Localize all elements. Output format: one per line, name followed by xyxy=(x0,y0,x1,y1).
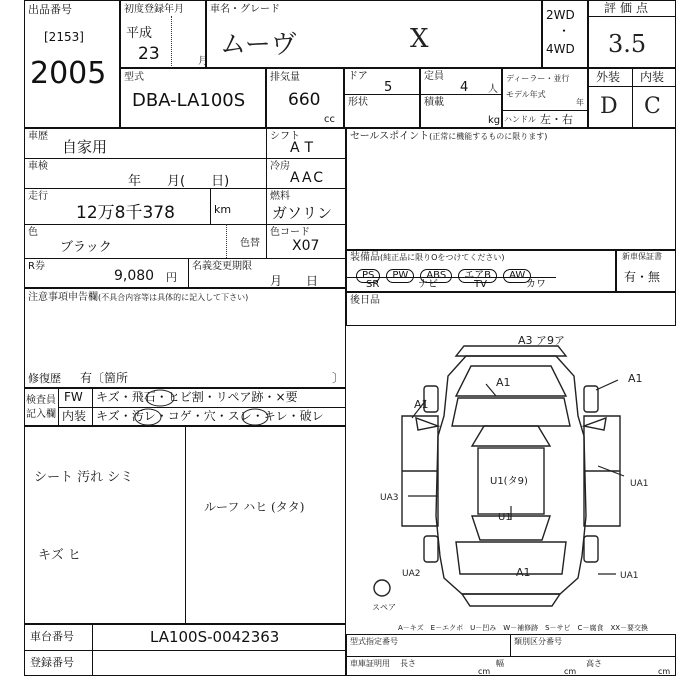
equipment-row1 xyxy=(356,263,537,283)
type-cert-label: 型式指定番号 xyxy=(350,637,398,646)
color-code-vline xyxy=(266,224,267,258)
shape-label: 形状 xyxy=(348,97,368,108)
shift-value: AT xyxy=(290,140,320,156)
mileage-label: 走行 xyxy=(28,191,48,202)
car-name: ムーヴ xyxy=(220,30,297,60)
ac-label: 冷房 xyxy=(270,161,290,172)
kg-unit: kg xyxy=(488,115,501,126)
ext-int-vdivider xyxy=(632,68,633,128)
wheel-rr xyxy=(584,536,598,562)
inspector-label-bottom: 記入欄 xyxy=(26,409,56,420)
fuel-value: ガソリン xyxy=(272,204,333,222)
inspection-label: 車検 xyxy=(28,161,48,172)
recycle-label: R券 xyxy=(28,261,45,272)
equipment-title: 装備品 xyxy=(350,252,380,263)
equip-abs[interactable]: ABS xyxy=(420,269,452,283)
history-value: 自家用 xyxy=(62,138,108,156)
notes-title: 注意事項申告欄 xyxy=(28,292,98,303)
capacity-label: 定員 xyxy=(424,71,444,82)
history-label: 車歴 xyxy=(28,131,48,142)
color-code-label: 色コード xyxy=(270,227,310,238)
mark-a1-front: A1 xyxy=(496,376,511,389)
interior-grade: C xyxy=(644,94,661,119)
sales-points-block xyxy=(346,128,676,250)
repair-label: 修復歴 xyxy=(28,372,61,385)
lot-number: [2153] xyxy=(44,30,84,44)
reg-divider xyxy=(171,16,172,68)
inspector-vline2 xyxy=(92,388,93,426)
door-divider xyxy=(344,94,420,95)
model-year-label: モデル年式 xyxy=(506,90,546,99)
equipment-label xyxy=(350,252,505,263)
windshield xyxy=(472,426,550,446)
notes-sub: (不具合内容等は具体的に記入して下さい) xyxy=(98,293,249,302)
sales-points-title: セールスポイント xyxy=(350,131,430,142)
rear-hatch xyxy=(456,542,566,574)
chassis-value: LA100S-0042363 xyxy=(150,628,280,646)
mark-spare: スペア xyxy=(372,603,396,612)
equip-aw[interactable]: AW xyxy=(503,269,531,283)
repair-value: 有〔箇所 xyxy=(80,371,129,385)
displacement-label: 排気量 xyxy=(270,72,300,83)
equip-sr[interactable]: SR xyxy=(366,279,380,290)
color-dotline xyxy=(226,224,227,258)
month-unit: 月 xyxy=(198,56,208,67)
repair-close: 〕 xyxy=(332,371,345,385)
mark-ua1-right: UA1 xyxy=(630,479,649,489)
cc-unit: cc xyxy=(324,114,335,125)
footer-vline xyxy=(92,624,93,676)
equip-navi[interactable]: ナビ xyxy=(418,279,438,290)
int-items: キズ・汚レ・コゲ・穴・スレ・キレ・破レ xyxy=(96,409,324,423)
dealer-label: ディーラー・並行 xyxy=(506,74,570,83)
person-unit: 人 xyxy=(488,84,498,95)
shift-vline xyxy=(266,128,267,224)
wheel-rl xyxy=(424,536,438,562)
ac-value: AAC xyxy=(290,170,326,186)
hline-1 xyxy=(24,158,346,159)
mark-a3: A3 ア9ア xyxy=(518,334,566,347)
reg-label: 登録番号 xyxy=(30,656,74,669)
handle-divider xyxy=(502,110,588,111)
footer-hline xyxy=(24,650,346,651)
capacity: 4 xyxy=(460,80,469,95)
equip-ps[interactable]: PS xyxy=(356,269,380,283)
cm-2: cm xyxy=(564,667,577,676)
cert-label: 車庫証明用 xyxy=(350,659,390,668)
expiry-label: 名義変更期限 xyxy=(192,261,252,272)
handle-label: ハンドル xyxy=(504,115,536,124)
drive-dot: ・ xyxy=(558,24,571,38)
era: 平成 xyxy=(126,26,153,41)
lot-label: 出品番号 xyxy=(28,3,72,16)
mark-a1-left: A1 xyxy=(414,398,429,411)
inspector-label-top: 検査員 xyxy=(26,395,56,406)
notes-block xyxy=(24,288,346,388)
color-change-label: 色替 xyxy=(240,238,260,249)
int-label: 内装 xyxy=(62,409,87,423)
color-code: X07 xyxy=(292,238,320,254)
model-code-label: 型式 xyxy=(124,72,144,83)
front-bumper xyxy=(456,346,566,356)
recycle-value: 9,080 xyxy=(114,268,155,284)
warranty-value: 有・無 xyxy=(624,270,661,284)
inspector-hline xyxy=(58,407,346,408)
color-label: 色 xyxy=(28,227,38,238)
handwritten-divider xyxy=(185,426,186,624)
hood-inner xyxy=(452,398,570,426)
model-code: DBA-LA100S xyxy=(132,90,246,111)
hline-2 xyxy=(24,188,346,189)
car-diagram xyxy=(346,326,676,624)
mark-line-a1-front xyxy=(486,384,496,396)
mark-ua1-rear: UA1 xyxy=(620,571,639,581)
width-label: 幅 xyxy=(496,659,504,668)
length-label: 長さ xyxy=(400,659,416,668)
exterior-label: 外装 xyxy=(596,70,621,84)
expiry-vline xyxy=(188,258,189,288)
sales-points-note: (正常に機能するものに限ります) xyxy=(429,132,548,141)
mark-u1-roof: U1(タ9) xyxy=(490,476,528,487)
cm-3: cm xyxy=(658,667,671,676)
handwritten-seat: シート 汚れ シミ xyxy=(34,470,134,485)
equip-row-divider xyxy=(346,277,556,278)
hood-outline xyxy=(456,366,566,396)
year-unit: 年 xyxy=(576,98,584,107)
exterior-grade: D xyxy=(600,94,618,119)
first-reg-label: 初度登録年月 xyxy=(124,4,184,15)
door-label: ドア xyxy=(348,71,368,82)
mark-a1-right: A1 xyxy=(628,372,643,385)
hline-3 xyxy=(24,224,346,225)
color-value: ブラック xyxy=(60,240,112,255)
displacement: 660 xyxy=(288,90,321,110)
spare-tire xyxy=(374,580,390,596)
rear-bumper xyxy=(462,594,560,606)
equip-airbag[interactable]: エアB xyxy=(458,269,497,283)
shift-label: シフト xyxy=(270,131,300,142)
class-label: 類別区分番号 xyxy=(514,637,562,646)
notes-label xyxy=(28,292,248,303)
equipment-note: (純正品に限りOをつけてください) xyxy=(380,253,505,262)
damage-legend: A－キズ E－エクボ U－凹み W－補修跡 S－サビ C－腐食 XX－要交換 xyxy=(398,624,649,632)
fw-items: キズ・飛石・ヒビ割・リペア跡・×要 xyxy=(96,390,298,404)
model-year: 2005 xyxy=(30,56,107,91)
mark-line-a1-right xyxy=(596,380,618,390)
interior-label: 内装 xyxy=(640,70,665,84)
reg-year: 23 xyxy=(138,44,160,64)
inspection-value: 年 月( 日) xyxy=(128,174,230,189)
mirror-right xyxy=(584,418,606,430)
warranty-label: 新車保証書 xyxy=(622,252,662,261)
mark-a2-lower: UA2 xyxy=(402,569,421,579)
handle-value: 左・右 xyxy=(540,113,573,126)
mark-a1-rear: A1 xyxy=(516,566,531,579)
score-value: 3.5 xyxy=(608,30,647,58)
fuel-label: 燃料 xyxy=(270,191,290,202)
wheel-fr xyxy=(584,386,598,412)
cm-1: cm xyxy=(478,667,491,676)
mark-u1: U1 xyxy=(498,512,512,523)
chassis-label: 車台番号 xyxy=(30,630,74,643)
km-unit: km xyxy=(214,203,232,216)
car-name-label: 車名・グレード xyxy=(210,4,280,15)
km-vline xyxy=(210,188,211,224)
height-label: 高さ xyxy=(586,659,602,668)
aftermarket-cell xyxy=(346,292,676,326)
grade: X xyxy=(410,24,429,54)
expiry-value: 月 日 xyxy=(270,274,319,288)
equip-pw[interactable]: PW xyxy=(386,269,414,283)
doors: 5 xyxy=(384,80,393,95)
handwritten-roof: ルーフ ハヒ (タタ) xyxy=(204,500,305,514)
footer-right-vline xyxy=(510,634,511,656)
equip-tv[interactable]: TV xyxy=(474,279,487,290)
hline-4 xyxy=(24,258,346,259)
mileage-value: 12万8千378 xyxy=(76,203,175,223)
footer-right-hline xyxy=(346,656,676,657)
score-label: 評価点 xyxy=(604,1,653,15)
load-label: 積載 xyxy=(424,97,444,108)
mirror-left xyxy=(416,418,438,430)
equip-leather[interactable]: カワ xyxy=(526,279,546,290)
yen-unit: 円 xyxy=(166,271,177,284)
mark-ua3-left: UA3 xyxy=(380,493,399,503)
capacity-divider xyxy=(420,94,502,95)
drive-4wd: 4WD xyxy=(546,42,575,56)
fw-label: FW xyxy=(64,390,83,404)
aftermarket-label: 後日品 xyxy=(350,295,380,306)
score-divider xyxy=(588,16,676,17)
sales-points-label xyxy=(350,131,547,142)
drive-2wd: 2WD xyxy=(546,8,575,22)
handwritten-scratch: キズ ヒ xyxy=(38,548,81,563)
